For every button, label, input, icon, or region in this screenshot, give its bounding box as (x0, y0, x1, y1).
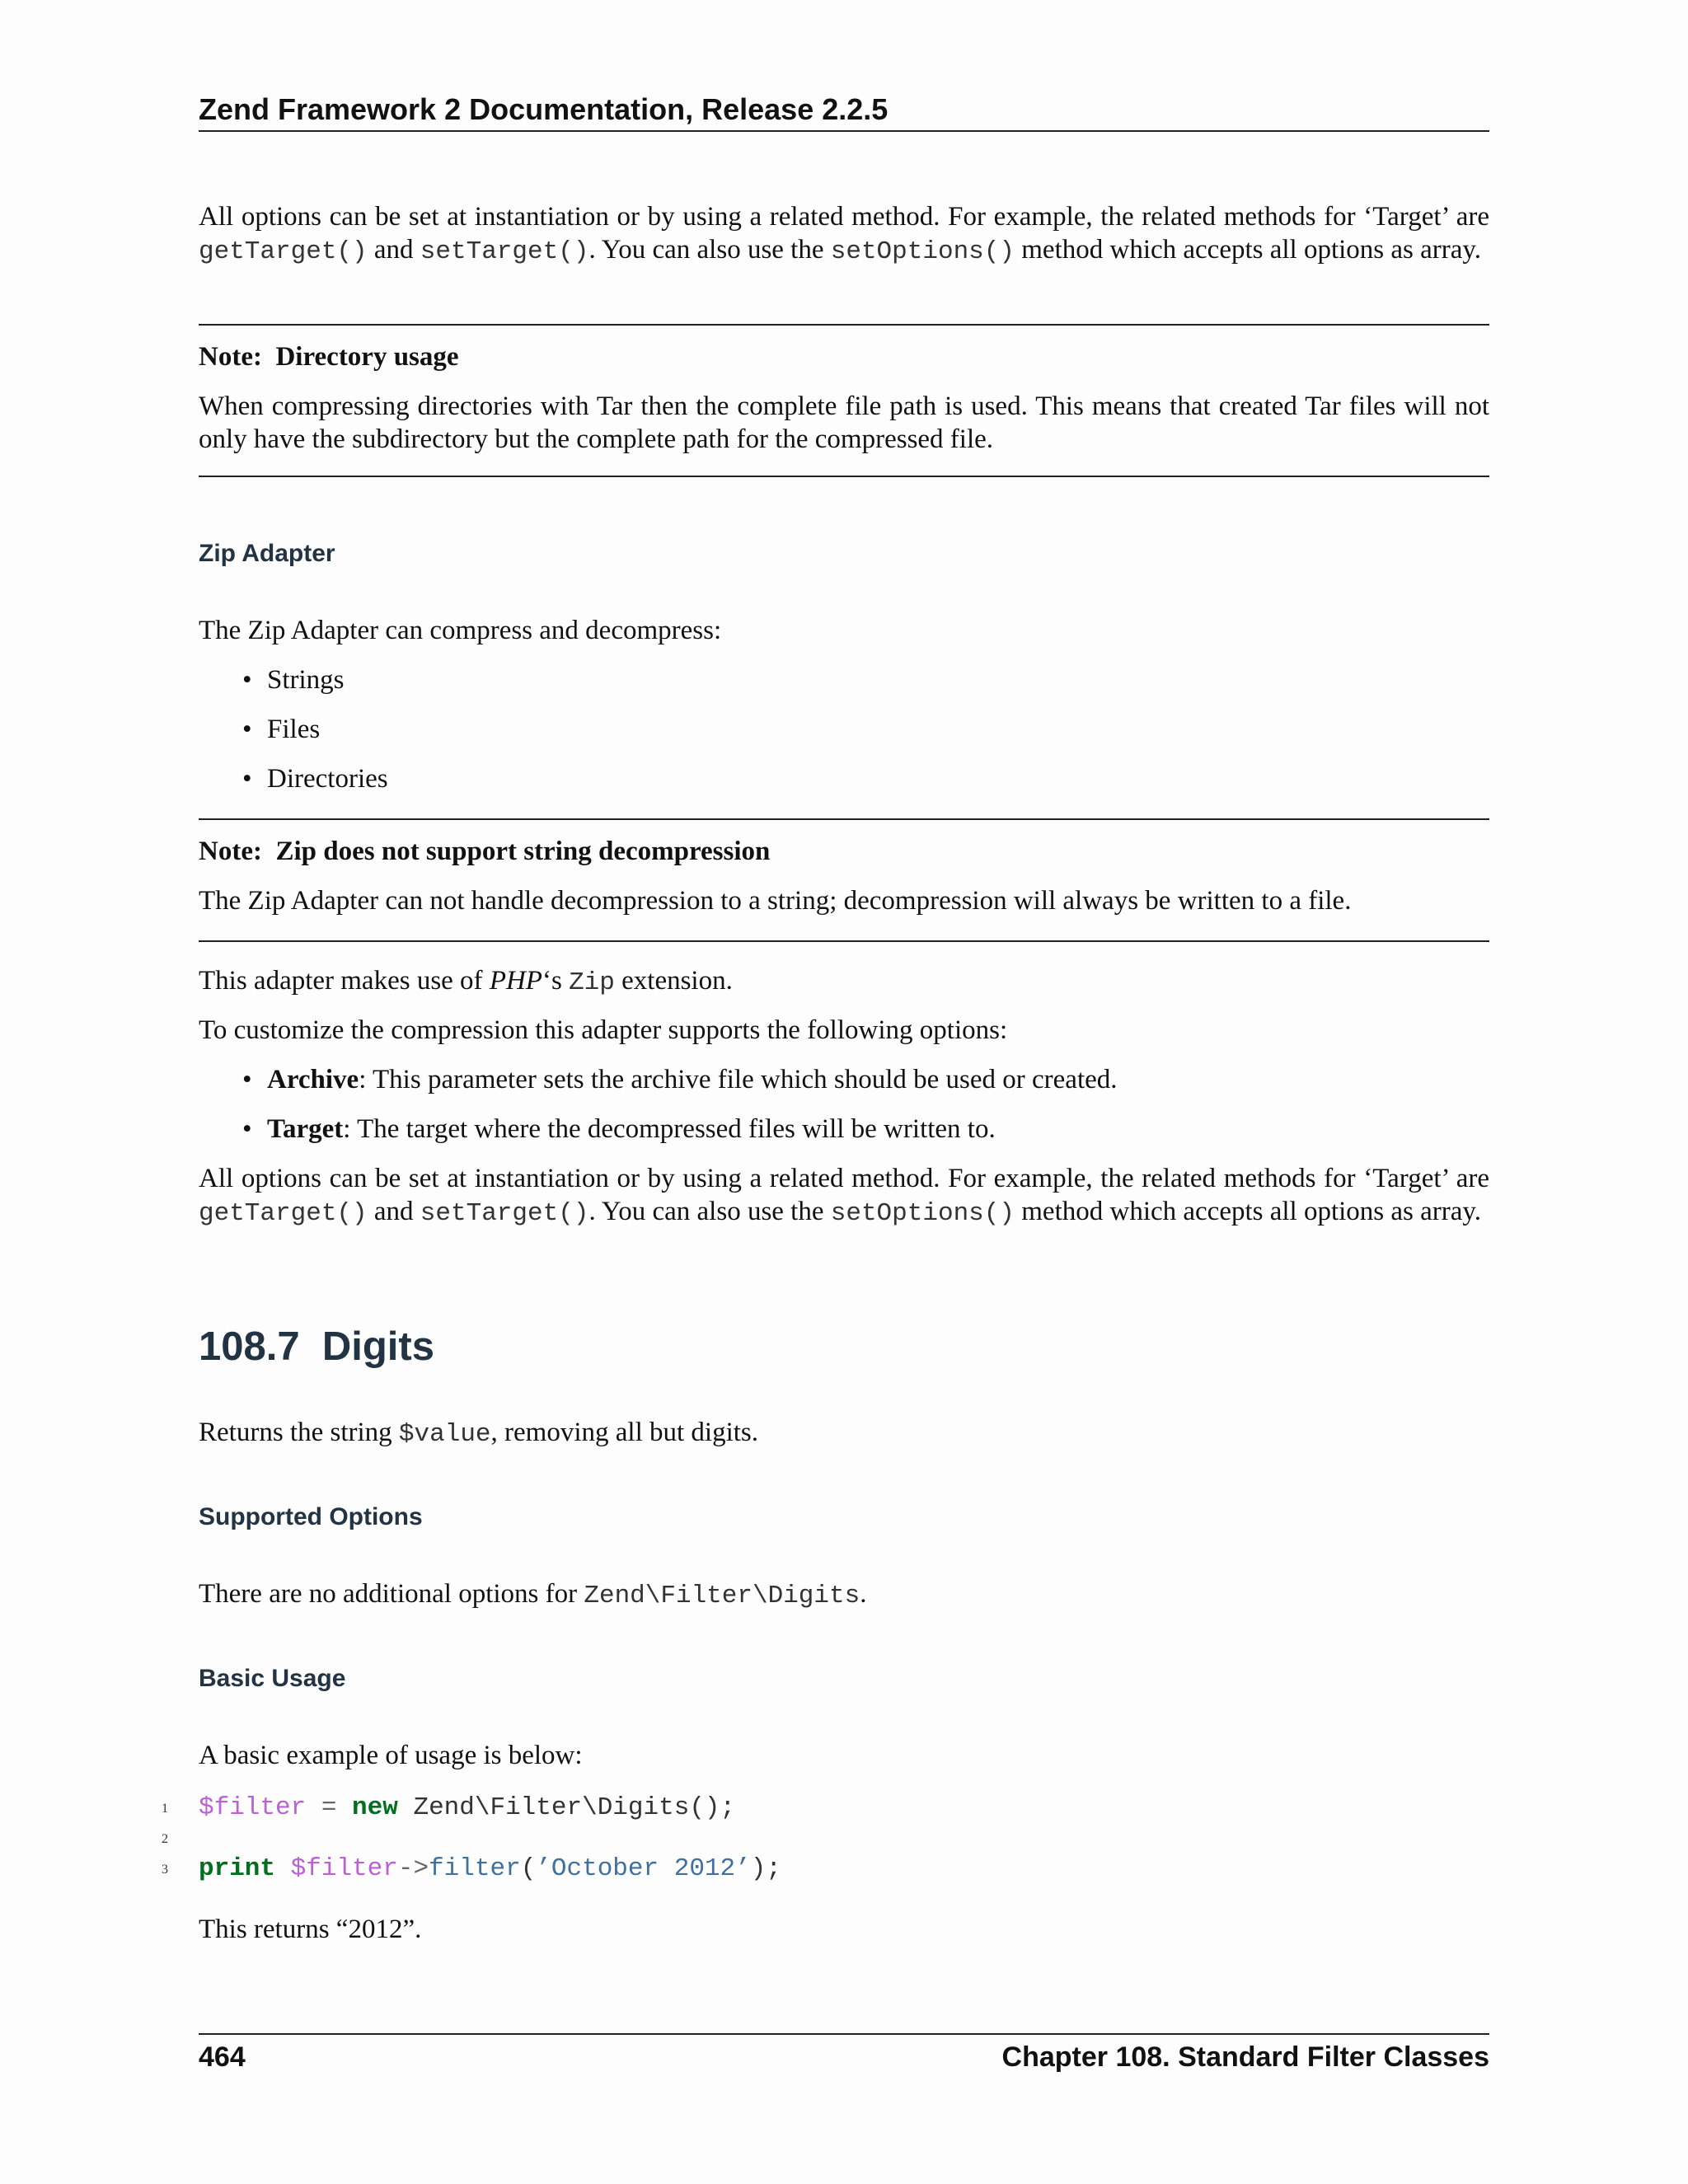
basic-usage-heading: Basic Usage (199, 1665, 346, 1692)
running-header: Zend Framework 2 Documentation, Release 2.2.5 (199, 92, 1489, 132)
line-number: 1 (162, 1802, 168, 1816)
digits-intro: Returns the string $value, removing all but digits. (199, 1418, 759, 1449)
list-item: • Strings (199, 663, 1489, 696)
zip-options-intro-wrap (199, 1014, 1489, 1047)
supported-options-text: There are no additional options for Zend\Filter\Digits. (199, 1579, 867, 1610)
supported-options-heading-wrap (199, 1502, 1489, 1532)
basic-usage-heading-wrap (199, 1664, 1489, 1694)
tar-options-paragraph: All options can be set at instantiation or by using a related method. For example, the related methods for ‘Target’ are getTarget() and setTarget(). You can also use the setOptions() method which accepts all options as array. (199, 202, 1489, 266)
chapter-title: Chapter 108. Standard Filter Classes (1001, 2041, 1489, 2073)
list-item: • Target: The target where the decompressed files will be written to. (199, 1113, 1489, 1146)
zip-adapter-heading-wrap (199, 539, 1489, 569)
zip-extension-paragraph: This adapter makes use of PHP‘s Zip extension. (199, 966, 733, 997)
note-body: When compressing directories with Tar then the complete file path is used. This means that created Tar files will not only have the subdirectory but the complete path for the compressed file. (199, 391, 1489, 454)
note-directory-usage (199, 324, 1489, 477)
list-item: • Files (199, 713, 1489, 746)
list-item: • Archive: This parameter sets the archive file which should be used or created. (199, 1063, 1489, 1096)
code-example (0, 1793, 1688, 1885)
code-line: 3 print $filter->filter(’October 2012’); (0, 1854, 1688, 1885)
note-body: The Zip Adapter can not handle decompression to a string; decompression will always be written to a file. (199, 886, 1352, 916)
note-title: Note: Zip does not support string decompression (199, 837, 771, 866)
list-item: • Directories (199, 762, 1489, 795)
zip-adapter-intro-wrap (199, 614, 1489, 647)
code-line: 1 $filter = new Zend\Filter\Digits(); (0, 1793, 1688, 1824)
supported-options-heading: Supported Options (199, 1503, 423, 1530)
zip-adapter-intro: The Zip Adapter can compress and decompress: (199, 616, 722, 645)
page-footer (199, 2033, 1489, 2074)
zip-options-paragraph: All options can be set at instantiation or by using a related method. For example, the related methods for ‘Target’ are getTarget() and setTarget(). You can also use the setOptions() method which accepts all options as array. (199, 1164, 1489, 1228)
returns-text: This returns “2012”. (199, 1915, 422, 1944)
zip-options-intro: To customize the compression this adapter supports the following options: (199, 1015, 1008, 1045)
line-number: 3 (162, 1863, 168, 1877)
section-heading-digits: 108.7 Digits (199, 1324, 434, 1369)
zip-options-list (199, 1063, 1489, 1146)
note-title: Note: Directory usage (199, 342, 459, 372)
zip-adapter-heading: Zip Adapter (199, 540, 335, 567)
basic-usage-intro: A basic example of usage is below: (199, 1741, 583, 1770)
line-number: 2 (162, 1832, 168, 1846)
code-line (0, 1824, 1688, 1854)
page-number: 464 (199, 2041, 246, 2073)
zip-capabilities-list (199, 663, 1489, 795)
note-zip-string-decompression (199, 818, 1489, 942)
